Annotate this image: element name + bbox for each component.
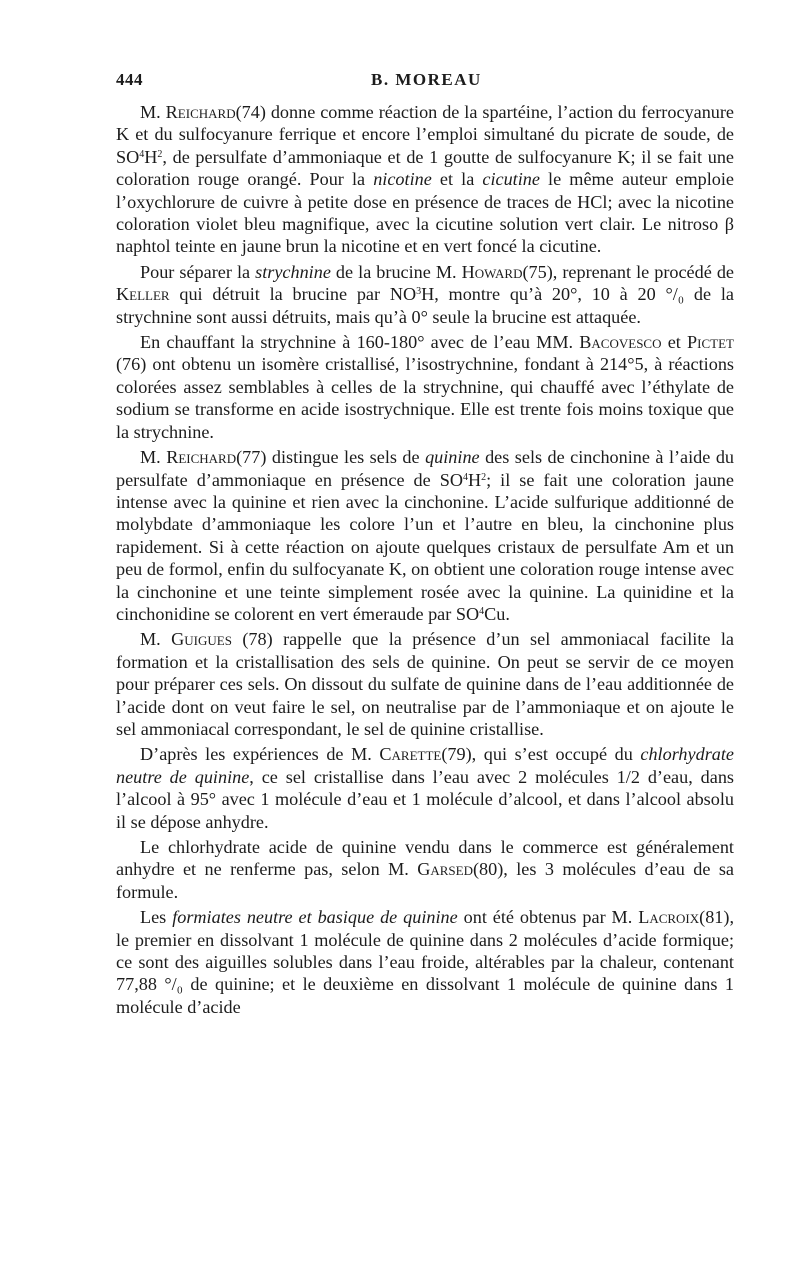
superscript: 4 [462,471,468,483]
text-run: et la [431,169,483,190]
text-run: M. [140,629,172,650]
text-run: M. [140,447,167,468]
superscript: 2 [157,148,163,160]
paragraph [116,261,734,328]
superscript: 3 [416,286,422,298]
italic-term: cicutine [482,169,540,190]
text-run: (79), qui s’est occupé du [441,744,641,765]
superscript: 2 [481,471,487,483]
text-run: , de persulfate d’ammoniaque et de 1 goutte de sulfocyanure K; il se fait une coloration rouge orangé. Pour la [116,146,734,190]
text-run: le même auteur emploie l’oxychlorure de cuivre à petite dose en présence de traces de HCl; avec la nicotine coloration violet bleu magnifique, avec la cicutine solution vert clair. Le nitroso β naphtol teinte en jaune brun la nicotine et en vert foncé la cicutine. [116,169,734,257]
superscript: 4 [139,148,145,160]
italic-term: strychnine [255,261,331,282]
author-name: Pictet [687,332,734,353]
text-run: (80), les 3 molécules d’eau de sa formule. [116,859,734,902]
paragraph [116,743,734,833]
author-name: Guigues [171,629,232,650]
text-run: (75), reprenant le procédé de [522,261,734,282]
superscript: 4 [479,605,485,617]
paragraph [116,101,734,258]
text-run: En chauffant la strychnine à 160-180° avec de l’eau MM. [140,332,580,353]
author-name: Carette [379,744,442,765]
text-run: ont été obtenus par M. [457,907,639,928]
paragraph [116,906,734,1018]
text-run: des sels de cinchonine à l’aide du persulfate d’ammoniaque en présence de SO [116,447,735,490]
author-name: Lacroix [638,907,700,928]
text-run: ; il se fait une coloration jaune intense avec la quinine et rien avec la cinchonine. L’acide sulfurique additionné de molybdate d’ammoniaque les colore l’un et l’autre en bleu, la cinchonine plus rapidement. Si à cette réaction on ajoute quelques cristaux de persulfate Am et un peu de formol, enfin du sulfocyanate K, on obtient une coloration rouge intense avec la cinchonine et une teinte simplement rosée avec la quinine. La quinidine et la cinchonidine se colorent en vert émeraude par SO [116,469,734,624]
text-run: M. [140,102,166,122]
paragraph [116,331,734,443]
text-run: (77) distingue les sels de [236,447,426,468]
author-name: Howard [461,261,523,282]
paragraph [116,446,734,625]
text-run: (81), le premier en dissolvant 1 molécule de quinine dans 2 molécules d’acide formique; ce sont des aiguilles solubles dans l’eau froide, altérables par la chaleur, contenant 77,88 °/₀ de quinine; et le deuxième en dissolvant 1 molécule de quinine dans 1 molécule d’acide [116,907,735,1017]
italic-term: chlorhydrate neutre de quinine [116,744,734,787]
author-name: Reichard [165,102,236,122]
paragraph [116,836,734,903]
italic-term: quinine [425,447,480,468]
text-run: Les [140,907,173,928]
author-name: Keller [116,284,170,305]
text-run: (78) rappelle que la présence d’un sel ammoniacal facilite la formation et la cristallisation des sels de quinine. On peut se servir de ce moyen pour préparer ces sels. On dissout du sulfate de quinine dans de l’eau additionnée de l’acide dont on veut faire le sel, on neutralise par de l’ammoniaque et on ajoute le sel ammoniacal correspondant, le sel de quinine cristallise. [116,629,734,739]
text-run: (74) donne comme réaction de la spartéine, l’action du ferrocyanure K et du sulfocyanure ferrique et encore l’emploi simultané du picrate de soude, de SO [116,102,735,167]
text-run: D’après les expériences de M. [140,744,380,765]
author-name: Bacovesco [579,332,662,353]
text-run: et [661,332,688,353]
running-head: B. MOREAU [371,70,482,89]
text-run: Le chlorhydrate acide de quinine vendu dans le commerce est généralement anhydre et ne renferme pas, selon M. [116,837,734,880]
page-header [116,70,732,94]
text-run: , ce sel cristallise dans l’eau avec 2 molécules 1/2 d’eau, dans l’alcool à 95° avec 1 molécule d’eau et 1 molécule d’alcool, et dans l’alcool absolu il se dépose anhydre. [116,766,734,832]
text-run: H [144,146,158,167]
paragraph [116,628,734,740]
text-run: H, montre qu’à 20°, 10 à 20 °/₀ de la strychnine sont aussi détruits, mais qu’à 0° seule la brucine est attaquée. [116,284,734,327]
text-run: (76) ont obtenu un isomère cristallisé, l’isostrychnine, fondant à 214°5, à réactions colorées assez semblables à celles de la strychnine, qui chauffé avec l’éthylate de sodium se transforme en acide isostrychnique. Elle est trente fois moins toxique que la strychnine. [116,354,734,442]
author-name: Garsed [417,859,473,880]
text-run: H [467,469,482,490]
author-name: Reichard [166,447,237,468]
italic-term: nicotine [373,169,432,190]
text-run: de la brucine M. [330,261,462,282]
text-run: Pour séparer la [140,261,256,282]
body-text [116,101,734,1021]
page-number: 444 [116,70,143,89]
text-run: qui détruit la brucine par NO [169,284,417,305]
text-run: Cu. [484,603,510,624]
italic-term: formiates neutre et basique de quinine [172,907,458,928]
